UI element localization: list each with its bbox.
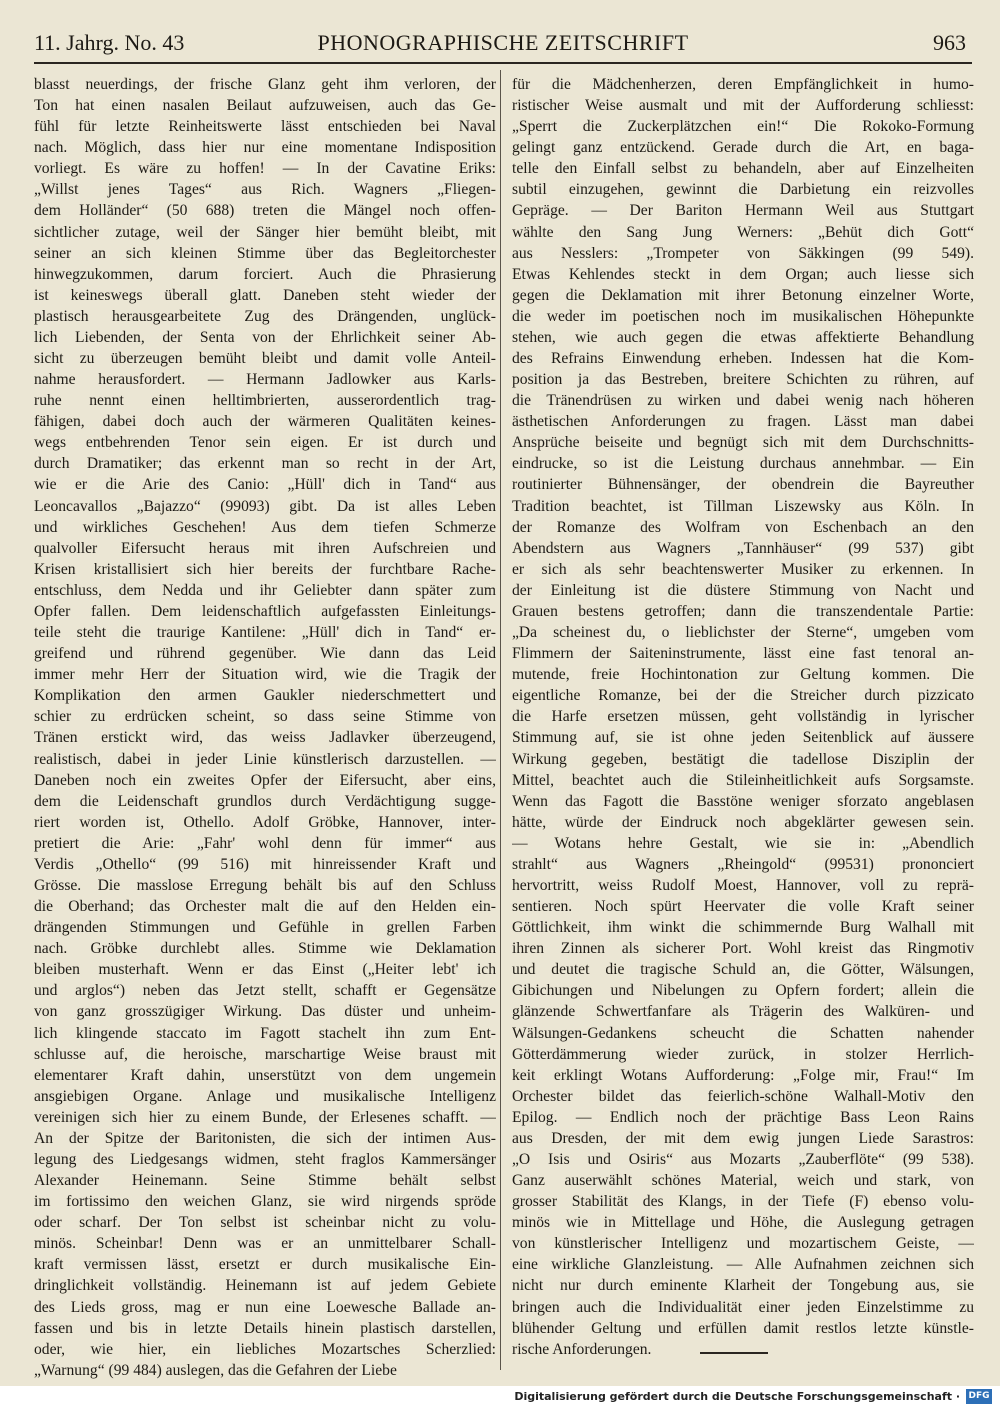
column-divider (500, 70, 501, 1370)
text-line: schlusse auf, die heroische, marschartige Weise braust mit (34, 1045, 496, 1063)
text-line: die Oberhand; das Orchester malt die auf den Helden ein- (34, 898, 496, 916)
text-line: „Willst jenes Tages“ aus Rich. Wagners „Fliegen- (34, 181, 496, 199)
text-line: ist keineswegs überall glatt. Daneben steht wieder der (34, 286, 496, 304)
page-header (34, 28, 972, 64)
text-line: nicht nur durch eminente Klarheit der Tongebung aus, sie (512, 1277, 974, 1295)
end-rule (700, 1352, 768, 1354)
text-line: sicht zu überzeugen bemüht bleibt und damit volle Anteil- (34, 350, 496, 368)
text-line: seiner an sich kleinen Stimme über das Begleitorchester (34, 244, 496, 262)
text-line: die weder im poetischen noch im musikalischen Höhepunkte (512, 307, 974, 325)
text-line: des Lieds gross, mag er nun eine Loewesche Ballade an- (34, 1298, 496, 1316)
text-line: Gibichungen und Nibelungen zu Opfern fordert; allein die (512, 982, 974, 1000)
text-line: schier zu erdrücken scheint, so dass seine Stimme von (34, 708, 496, 726)
text-line: dem Holländer“ (50 688) treten die Mängel noch offen- (34, 202, 496, 220)
text-line: dem die Leidenschaft grundlos durch Verdächtigung sugge- (34, 792, 496, 810)
right-column (512, 74, 974, 1360)
dfg-logo: DFG (966, 1389, 992, 1404)
text-line: blühender Geltung und erfüllen damit restlos letzte künstle- (512, 1319, 974, 1337)
text-line: wegs entbehrenden Tenor sein eigen. Er ist durch und (34, 434, 496, 452)
text-line: lich klingende staccato im Fagott stachelt ihn zum Ent- (34, 1024, 496, 1042)
text-line: wie er die Arie des Canio: „Hüll' dich in Tand“ aus (34, 476, 496, 494)
text-line: und arglos“) neben das Jetzt stellt, schafft er Gegensätze (34, 982, 496, 1000)
text-line: hervortritt, weiss Rudolf Moest, Hannover, voll zu reprä- (512, 876, 974, 894)
text-line: die Tränendrüsen zu wirken und dabei wenig nach höheren (512, 392, 974, 410)
text-line: kraft vermissen lässt, ersetzt er durch musikalische Ein- (34, 1256, 496, 1274)
text-line: durch Dramatiker; das erkennt man so recht in der Art, (34, 455, 496, 473)
text-line: die Harfe ersetzen müssen, geht vollständig in lyrischer (512, 708, 974, 726)
text-line: rische Anforderungen. (512, 1340, 652, 1358)
text-line: eigentliche Romanze, bei der die Streicher durch pizzicato (512, 687, 974, 705)
text-line: im fortissimo den weichen Glanz, sie wird nirgends spröde (34, 1193, 496, 1211)
text-line: hinwegzukommen, darum forciert. Auch die Phrasierung (34, 265, 496, 283)
text-line: Alexander Heinemann. Seine Stimme behält selbst (34, 1172, 496, 1190)
text-line: Mittel, beachtet auch die Stileinheitlichkeit aufs Sorgsamste. (512, 771, 974, 789)
text-line: nach. Gröbke durchlebt alles. Stimme wie Deklamation (34, 940, 496, 958)
text-line: aus Nesslers: „Trompeter von Säkkingen (99 549). (512, 244, 974, 262)
text-line: Ansprüche beiseite und begnügt sich mit dem Durchschnitts- (512, 434, 974, 452)
text-line: mutende, freie Hochintonation zur Geltung kommen. Die (512, 666, 974, 684)
text-line: nach. Möglich, dass hier nur eine momentane Indisposition (34, 139, 496, 157)
text-line: lich Liebenden, der Senta von der Ehrlichkeit seiner Ab- (34, 328, 496, 346)
text-line: von ganz grosszügiger Wirkung. Das düster und unheim- (34, 1003, 496, 1021)
text-line: routinierter Bühnensänger, der obendrein die Bayreuther (512, 476, 974, 494)
text-line: Leoncavallos „Bajazzo“ (99093) gibt. Da ist alles Leben (34, 497, 496, 515)
text-line: Göttlichkeit, ihm winkt die schimmernde Burg Walhall mit (512, 919, 974, 937)
text-line: vereinigen sich hier zu einem Bunde, der Erlesenes schafft. — (34, 1108, 496, 1126)
text-line: — Wotans hehre Gestalt, wie sie in: „Abendlich (512, 834, 974, 852)
text-line: teile steht die traurige Kantilene: „Hüll' dich in Tand“ er- (34, 624, 496, 642)
text-line: pretiert die Arie: „Fahr' wohl denn für immer“ aus (34, 834, 496, 852)
text-line: der Romanze des Wolfram von Eschenbach an den (512, 518, 974, 536)
text-line: qualvoller Eifersucht heraus mit ihren Aufschreien und (34, 539, 496, 557)
text-line: Verdis „Othello“ (99 516) mit hinreissender Kraft und (34, 855, 496, 873)
text-line: Tradition beachtet, ist Tillman Liszewsky aus Köln. In (512, 497, 974, 515)
text-line: hätte, würde der Eindruck noch abgeklärter gewesen sein. (512, 813, 974, 831)
text-line: telle den Einfall selbst zu behandeln, aber auf Einzelheiten (512, 160, 974, 178)
text-line: oder scharf. Der Ton selbst ist scheinbar nicht zu volu- (34, 1214, 496, 1232)
text-line: Grauen bestens getroffen; dann die transzendentale Partie: (512, 602, 974, 620)
text-line: nahme herausfordert. — Hermann Jadlowker aus Karls- (34, 371, 496, 389)
text-line: glänzende Schwertfanfare als Trägerin des Walküren- und (512, 1003, 974, 1021)
text-line: „O Isis und Osiris“ aus Mozarts „Zauberflöte“ (99 538). (512, 1150, 974, 1168)
text-line: aus Dresden, der mit dem ewig jungen Liede Sarastros: (512, 1129, 974, 1147)
text-line: realistisch, dabei in jeder Linie künstlerisch darzustellen. — (34, 750, 496, 768)
text-line: riert worden ist, Othello. Adolf Gröbke, Hannover, inter- (34, 813, 496, 831)
text-line: fähigen, dabei doch auch der wärmeren Qualitäten keines- (34, 413, 496, 431)
text-line: Abendstern aus Wagners „Tannhäuser“ (99 537) gibt (512, 539, 974, 557)
text-line: Wenn das Fagott die Basstöne weniger sforzato angeblasen (512, 792, 974, 810)
text-line: fassen und bis in letzte Details hinein plastisch darstellen, (34, 1319, 496, 1337)
text-line: strahlt“ aus Wagners „Rheingold“ (99531) prononciert (512, 855, 974, 873)
text-line: Wälsungen-Gedankens scheucht die Schatten nahender (512, 1024, 974, 1042)
text-line: ästhetischen Anforderungen zu fragen. Lässt man dabei (512, 413, 974, 431)
text-line: wählte den Sang Jung Werners: „Behüt dich Gott“ (512, 223, 974, 241)
text-line: für die Mädchenherzen, deren Empfänglichkeit in humo- (512, 76, 974, 93)
text-line: Ganz auserwählt schönes Material, weich und stark, von (512, 1172, 974, 1190)
text-line: ihren Zinnen als sicherer Port. Wohl kreist das Ringmotiv (512, 940, 974, 958)
text-line: elementarer Kraft dahin, unserstützt von dem ungemein (34, 1066, 496, 1084)
text-line: sentieren. Noch spürt Heervater die volle Kraft seiner (512, 898, 974, 916)
text-line: Gepräge. — Der Bariton Hermann Weil aus Stuttgart (512, 202, 974, 220)
text-line: er sich als sehr beachtenswerter Musiker zu erkennen. In (512, 560, 974, 578)
text-line: plastisch herausgearbeitete Zug des Drängenden, unglück- (34, 307, 496, 325)
text-line: Götterdämmerung wieder zurück, in stolzer Herrlich- (512, 1045, 974, 1063)
text-line: Flimmern der Saiteninstrumente, lässt eine fast tenoral an- (512, 645, 974, 663)
text-line: der Einleitung ist die düstere Stimmung von Nacht und (512, 581, 974, 599)
text-line: Etwas Kehlendes steckt in dem Organ; auch liesse sich (512, 265, 974, 283)
text-line: drängenden Stimmungen und Gefühle in grellen Farben (34, 919, 496, 937)
left-column (34, 74, 496, 1381)
publication-title: PHONOGRAPHISCHE ZEITSCHRIFT (317, 30, 689, 55)
text-line: keit erklingt Wotans Aufforderung: „Folge mir, Frau!“ Im (512, 1066, 974, 1084)
text-line: dringlichkeit vollständig. Heinemann ist auf jedem Gebiete (34, 1277, 496, 1295)
text-line: und deutet die tragische Schuld an, die Götter, Wälsungen, (512, 961, 974, 979)
text-line: An der Spitze der Baritonisten, die sich der intimen Aus- (34, 1129, 496, 1147)
text-line: stehen, wie auch gegen die etwas affektierte Behandlung (512, 328, 974, 346)
text-line: Orchester bildet das feierlich-schöne Walhall-Motiv den (512, 1087, 974, 1105)
text-line: eindrucke, so ist die Leistung durchaus annehmbar. — Ein (512, 455, 974, 473)
text-line: blasst neuerdings, der frische Glanz geht ihm verloren, der (34, 76, 496, 93)
text-line: Wirkung gegeben, bestätigt die tadellose Disziplin der (512, 750, 974, 768)
text-line: von künstlerischer Intelligenz und mozartischem Geiste, — (512, 1235, 974, 1253)
page-number: 963 (933, 30, 966, 55)
text-line: eine wirkliche Glanzleistung. — Alle Aufnahmen zeichnen sich (512, 1256, 974, 1274)
text-line: sichtlicher zutage, weil der Sänger hier bemüht bleibt, mit (34, 223, 496, 241)
text-line: position ja das Bestreben, breitere Schichten zu rühren, auf (512, 371, 974, 389)
text-line: fühl für letzte Reinheitswerte lässt entschieden bei Naval (34, 118, 496, 136)
text-line: „Sperrt die Zuckerplätzchen ein!“ Die Rokoko-Formung (512, 118, 974, 136)
text-line: Stimmung auf, sie ist ohne jeden Seitenblick auf äussere (512, 729, 974, 747)
issue-number: 11. Jahrg. No. 43 (34, 30, 185, 55)
text-line: bleiben musterhaft. Wenn er das Einst („Heiter lebt' ich (34, 961, 496, 979)
text-line: „Da scheinest du, o lieblichster der Sterne“, umgeben vom (512, 624, 974, 642)
text-line: des Refrains Einwendung erheben. Indessen hat die Kom- (512, 350, 974, 368)
text-line: oder, wie hier, ein liebliches Mozartsches Scherzlied: (34, 1340, 496, 1358)
text-line: subtil einzugehen, gewinnt die Darbietung ein reizvolles (512, 181, 974, 199)
text-line: Daneben noch ein zweites Opfer der Eifersucht, aber eins, (34, 771, 496, 789)
text-line: Opfer fallen. Dem leidenschaftlich aufgefassten Einleitungs- (34, 602, 496, 620)
text-line: Komplikation den armen Gaukler niederschmettert und (34, 687, 496, 705)
text-line: Krisen kristallisiert sich hier bereits der furchtbare Rache- (34, 560, 496, 578)
text-line: und wirkliches Geschehen! Aus dem tiefen Schmerze (34, 518, 496, 536)
text-line: greifend und rührend gegenüber. Wie dann das Leid (34, 645, 496, 663)
text-line: minös. Scheinbar! Denn was er an unmittelbarer Schall- (34, 1235, 496, 1253)
text-line: vorliegt. Es wäre zu hoffen! — In der Cavatine Eriks: (34, 160, 496, 178)
text-line: ristischer Weise ausmalt und mit der Aufforderung schliesst: (512, 97, 974, 115)
text-line: legung des Liedgesangs widmen, steht fraglos Kammersänger (34, 1150, 496, 1168)
text-line: „Warnung“ (99 484) auslegen, das die Gefahren der Liebe (34, 1361, 397, 1379)
text-line: ansgiebigen Organe. Anlage und musikalische Intelligenz (34, 1087, 496, 1105)
text-line: Epilog. — Endlich noch der prächtige Bass Leon Rains (512, 1108, 974, 1126)
text-line: Tränen erstickt wird, das weiss Jadlavker überzeugend, (34, 729, 496, 747)
text-line: grosser Stabilität des Klangs, in der Tiefe (F) ebenso volu- (512, 1193, 974, 1211)
text-line: bringen auch die Individualität einer jeden Einzelstimme zu (512, 1298, 974, 1316)
digitization-footer (0, 1386, 1000, 1410)
text-line: ruhe nennt einen helltimbrierten, ausserordentlich trag- (34, 392, 496, 410)
text-line: immer mehr Herr der Situation wird, wie die Tragik der (34, 666, 496, 684)
text-line: Ton hat einen nasalen Beilaut aufzuweisen, auch das Ge- (34, 97, 496, 115)
text-line: gelingt ganz entzückend. Gerade durch die Art, en baga- (512, 139, 974, 157)
text-line: Grösse. Die masslose Erregung behält bis auf den Schluss (34, 876, 496, 894)
text-line: gegen die Deklamation mit ihrer Betonung einzelner Worte, (512, 286, 974, 304)
text-line: minös wie in Mittellage und Höhe, die Auslegung getragen (512, 1214, 974, 1232)
footer-credit: Digitalisierung gefördert durch die Deutsche Forschungsgemeinschaft · (514, 1390, 960, 1403)
text-line: entschluss, dem Nedda und ihr Geliebter dann später zum (34, 581, 496, 599)
